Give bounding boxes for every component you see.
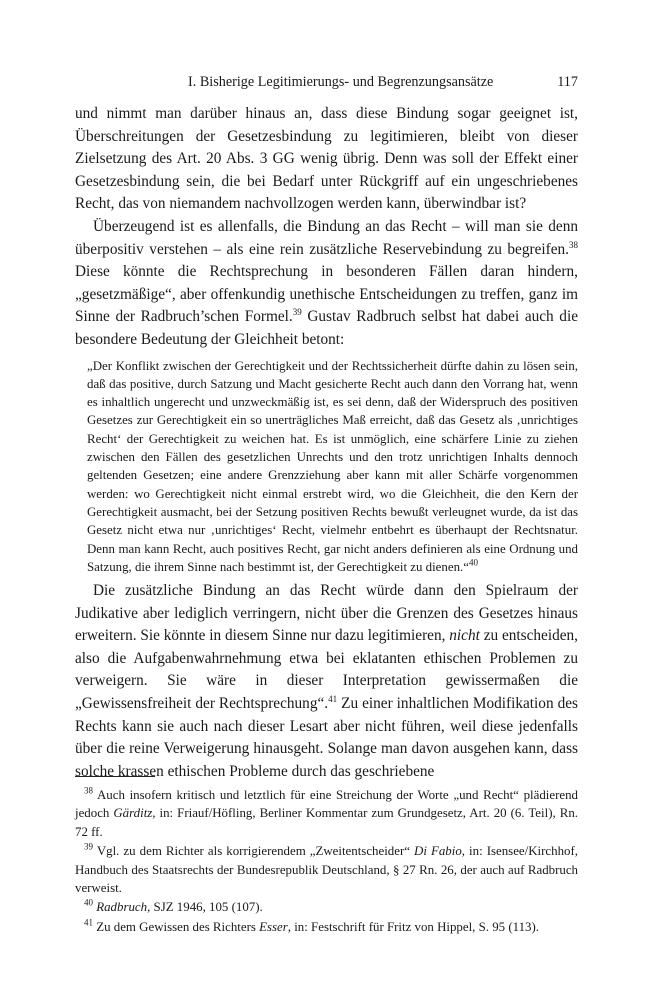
paragraph-3-text-c: Zu einer inhaltlichen Modifikation des Rechts kann sie auch nach dieser Lesart aber nicht führen, weil diese jedenfalls über die reine Verweigerung hinausgeht. Solange man davon ausgehen kann, dass solche krassen ethischen Probleme durch das geschriebene <box>75 695 579 780</box>
footnote-number: 40 <box>84 898 93 909</box>
footnote-text: , SJZ 1946, 105 (107). <box>147 900 263 915</box>
paragraph-3-text-a: Die zusätzliche Bindung an das Recht würde dann den Spielraum der Judikative aber lediglich verringern, nicht über die Grenzen des Gesetzes hinaus erweitern. Sie könnte in diesem Sinne nur dazu legitimieren, <box>75 582 578 645</box>
footnote-ref-39[interactable]: 39 <box>292 307 302 318</box>
paragraph-2-text-b: Diese könnte die Rechtsprechung in besonderen Fällen daran hindern, „gesetzmäßige“, aber offenkundig unethische Entscheidungen zu treffen, ganz im Sinne der Radbruch’schen Formel. <box>75 263 578 326</box>
footnote-number: 39 <box>84 841 93 852</box>
footnote-text: Vgl. zu dem Richter als korrigierendem „Zweitentscheider“ <box>93 844 415 859</box>
footnote-author: Radbruch <box>96 900 148 915</box>
footnote-number: 38 <box>84 785 93 796</box>
page-number: 117 <box>557 74 578 90</box>
footnote-ref-40[interactable]: 40 <box>468 557 478 568</box>
footnote-41 <box>75 918 578 936</box>
running-header <box>75 72 578 92</box>
paragraph-3-text-b: zu entscheiden, also die Aufgabenwahrnehmung etwa bei eklatanten ethischen Problemen zu verweigern. Sie wäre in dieser Interpretation gewissermaßen die „Gewissensfreiheit der Rechtsprechung“. <box>75 627 578 713</box>
paragraph-2 <box>75 216 578 352</box>
quote-text: „Der Konflikt zwischen der Gerechtigkeit und der Rechtssicherheit dürfte dahin zu lösen sein, daß das positive, durch Satzung und Macht gesicherte Recht auch dann den Vorrang hat, wenn es inhaltlich ungerecht und unzweckmäßig ist, es sei denn, daß der Widerspruch des positiven Gesetzes zur Gerechtigkeit ein so unerträgliches Maß erreicht, daß das Gesetz als ‚unrichtiges Recht‘ der Gerechtigkeit zu weichen hat. Es ist unmöglich, eine schärfere Linie zu ziehen zwischen den Fällen des gesetzlichen Unrechts und den trotz unrichtigen Inhalts dennoch geltenden Gesetzen; eine andere Grenzziehung aber kann mit aller Schärfe vorgenommen werden: wo Gerechtigkeit nicht einmal erstrebt wird, wo die Gleichheit, die den Kern der Gerechtigkeit ausmacht, bei der Setzung positiven Rechts bewußt verleugnet wurde, da ist das Gesetz nicht etwa nur ‚unrichtiges‘ Recht, vielmehr entbehrt es überhaupt der Rechtsnatur. Denn man kann Recht, auch positives Recht, gar nicht anders definieren als eine Ordnung und Satzung, die ihrem Sinne nach bestimmt ist, der Gerechtigkeit zu dienen.“ <box>87 358 578 574</box>
footnote-author: Esser <box>259 919 288 934</box>
footnote-text: , in: Friauf/Höfling, Berliner Kommentar zum Grundgesetz, Art. 20 (6. Teil), Rn. 72 ff. <box>75 806 578 839</box>
paragraph-3 <box>75 580 578 783</box>
footnote-38 <box>75 786 578 841</box>
footnote-text: , in: Festschrift für Fritz von Hippel, S. 95 (113). <box>287 919 540 934</box>
running-title: I. Bisherige Legitimierungs- und Begrenzungsansätze <box>188 74 494 90</box>
footnote-author: Gärditz <box>113 806 153 821</box>
footnote-divider <box>75 776 155 777</box>
footnote-number: 41 <box>84 917 93 928</box>
footnote-text: Auch insofern kritisch und letztlich für eine Streichung der Worte „und Recht“ plädierend jedoch <box>75 788 578 821</box>
footnote-text: Zu dem Gewissen des Richters <box>93 919 260 934</box>
paragraph-2-text-a: Überzeugend ist es allenfalls, die Bindung an das Recht – will man sie denn überpositiv verstehen – als eine rein zusätzliche Reservebindung zu begreifen. <box>75 217 578 258</box>
footnote-text: , in: Isensee/Kirchhof, Handbuch des Staatsrechts der Bundesrepublik Deutschland, § 27 Rn. 26, der auch auf Radbruch verweist. <box>75 844 578 896</box>
paragraph-1: und nimmt man darüber hinaus an, dass diese Bindung sogar geeignet ist, Überschreitungen der Gesetzesbindung zu legitimieren, bleibt von dieser Zielsetzung des Art. 20 Abs. 3 GG wenig übrig. Denn was soll der Effekt einer Gesetzesbindung sein, die bei Bedarf unter Rückgriff auf ein ungeschriebenes Recht, das von niemandem nachvollzogen werden kann, überwindbar ist? <box>75 105 578 213</box>
footnote-author: Di Fabio <box>414 844 462 859</box>
main-text <box>75 103 578 783</box>
block-quote <box>87 357 578 577</box>
footnote-40 <box>75 898 578 916</box>
paragraph-2-text-c: Gustav Radbruch selbst hat dabei auch die besondere Bedeutung der Gleichheit betont: <box>75 308 578 348</box>
footnote-ref-41[interactable]: 41 <box>328 693 338 704</box>
emphasis-nicht: nicht <box>449 627 480 645</box>
footnotes <box>75 786 578 937</box>
footnote-ref-38[interactable]: 38 <box>569 239 578 250</box>
footnote-39 <box>75 842 578 897</box>
